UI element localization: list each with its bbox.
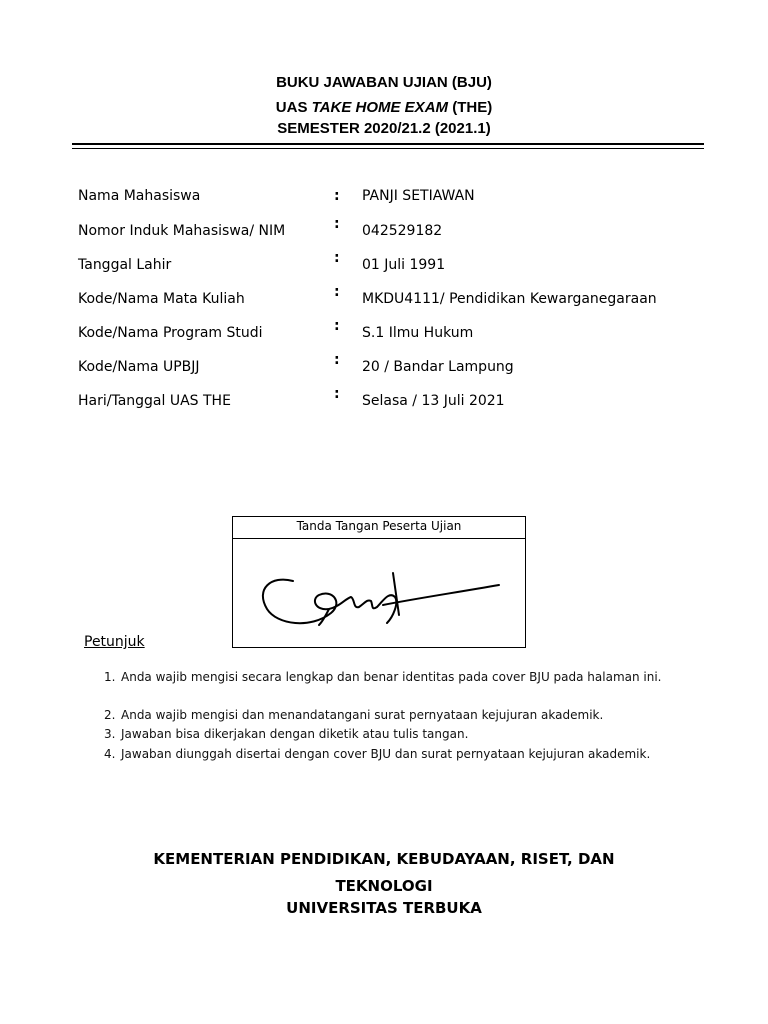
identity-label-course: Kode/Nama Mata Kuliah [78, 291, 245, 307]
identity-label-program: Kode/Nama Program Studi [78, 325, 263, 341]
header-rule-thick [72, 143, 704, 145]
identity-colon-name: : [334, 188, 340, 204]
identity-colon-birthdate: : [334, 250, 340, 266]
identity-label-birthdate: Tanggal Lahir [78, 257, 172, 273]
instruction-item [104, 746, 696, 763]
identity-colon-upbjj: : [334, 352, 340, 368]
identity-colon-program: : [334, 318, 340, 334]
footer-line-1: KEMENTERIAN PENDIDIKAN, KEBUDAYAAN, RISET, DAN [153, 850, 615, 868]
title-line-3: SEMESTER 2020/21.2 (2021.1) [277, 120, 491, 137]
identity-value-exam-date: Selasa / 13 Juli 2021 [362, 393, 505, 409]
identity-value-program: S.1 Ilmu Hukum [362, 325, 474, 341]
instruction-item [104, 707, 696, 724]
identity-label-nim: Nomor Induk Mahasiswa/ NIM [78, 223, 286, 239]
identity-label-upbjj: Kode/Nama UPBJJ [78, 359, 200, 375]
identity-value-nim: 042529182 [362, 223, 443, 239]
footer-line-3: UNIVERSITAS TERBUKA [286, 899, 482, 917]
identity-value-birthdate: 01 Juli 1991 [362, 257, 446, 273]
header-rule-thin [72, 148, 704, 149]
title-line-1: BUKU JAWABAN UJIAN (BJU) [276, 74, 492, 91]
instruction-text: Anda wajib mengisi secara lengkap dan benar identitas pada cover BJU pada halaman ini. [121, 670, 662, 684]
instruction-number: 2. [104, 708, 116, 722]
footer-line-2: TEKNOLOGI [335, 877, 433, 895]
instruction-number: 1. [104, 670, 116, 684]
instruction-item [104, 726, 696, 743]
instruction-number: 4. [104, 747, 116, 761]
signature-box [232, 516, 526, 648]
title-line-2-suffix: (THE) [448, 99, 493, 116]
identity-label-name: Nama Mahasiswa [78, 188, 201, 204]
instructions-heading: Petunjuk [84, 634, 145, 650]
identity-value-course: MKDU4111/ Pendidikan Kewarganegaraan [362, 291, 657, 307]
signature-box-title: Tanda Tangan Peserta Ujian [233, 517, 525, 539]
instruction-item [104, 669, 696, 686]
title-line-2 [0, 99, 768, 116]
instruction-number: 3. [104, 727, 116, 741]
identity-value-upbjj: 20 / Bandar Lampung [362, 359, 514, 375]
identity-colon-exam-date: : [334, 386, 340, 402]
identity-label-exam-date: Hari/Tanggal UAS THE [78, 393, 231, 409]
instruction-text: Jawaban bisa dikerjakan dengan diketik atau tulis tangan. [121, 727, 469, 741]
identity-colon-course: : [334, 284, 340, 300]
handwritten-signature [233, 539, 525, 647]
identity-colon-nim: : [334, 216, 340, 232]
instruction-text: Anda wajib mengisi dan menandatangani surat pernyataan kejujuran akademik. [121, 708, 604, 722]
title-line-2-italic: TAKE HOME EXAM [311, 99, 449, 116]
title-line-2-prefix: UAS [275, 99, 312, 116]
instruction-text: Jawaban diunggah disertai dengan cover BJU dan surat pernyataan kejujuran akademik. [121, 747, 651, 761]
identity-value-name: PANJI SETIAWAN [362, 188, 475, 204]
